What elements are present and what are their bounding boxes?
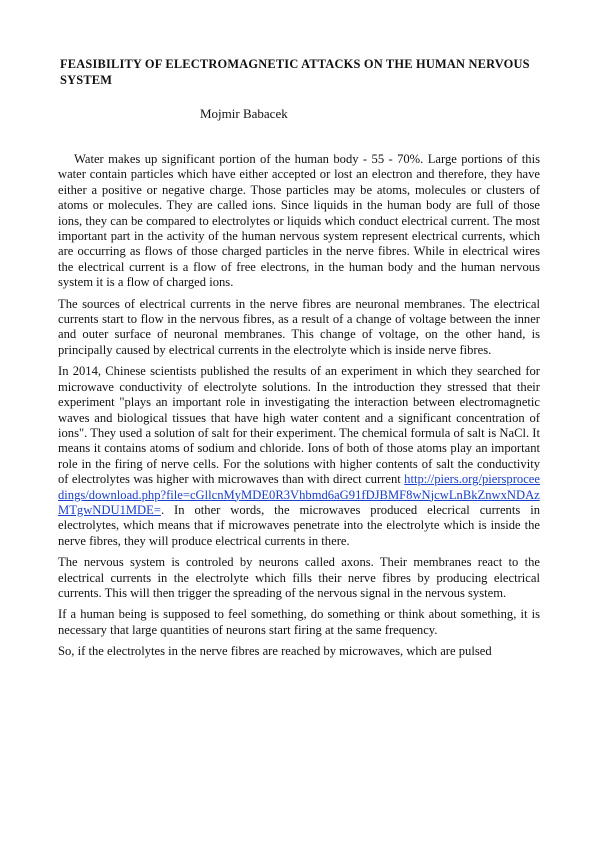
paragraph-6: So, if the electrolytes in the nerve fibres are reached by microwaves, which are pulsed	[58, 644, 492, 659]
paragraph-3	[58, 364, 540, 549]
paragraph-3-text-after: . In other words, the microwaves produced elecrical currents in electrolytes, which means that if microwaves penetrate into the electrolyte which is inside the nerve fibres, they will produce electrical currents in there.	[58, 502, 540, 548]
document-body	[58, 152, 540, 666]
paragraph-1: Water makes up significant portion of the human body - 55 - 70%. Large portions of this water contain particles which have either accepted or lost an electron and therefore, they have either a positive or negative charge. Those particles may be atoms, molecules or clusters of atoms or molecules. They are called ions. Since liquids in the human body are full of those ions, they can be compared to electrolytes or liquids which conduct electrical current. The most important part in the activity of the human nervous system represent electrical currents, which are occurring as flows of those charged particles in the nerve fibres. While in electrical wires the electrical current is a flow of free electrons, in the human body and the human nervous system it is a flow of charged ions.	[58, 152, 540, 290]
reference-link[interactable]: http://piers.org/piersproceedings/download.php?file=cGllcnMyMDE0R3Vhbmd6aG91fDJBMF8wNjcwLnBkZnwxNDAzMTgwNDU1MDE=	[58, 472, 540, 517]
paragraph-4: The nervous system is controled by neurons called axons. Their membranes react to the electrical currents in the electrolyte which fills their nerve fibres by producing electrical currents. This will then trigger the spreading of the nervous signal in the nervous system.	[58, 555, 540, 600]
paragraph-3-text-before: In 2014, Chinese scientists published the results of an experiment in which they searched for microwave conductivity of electrolyte solutions. In the introduction they stressed that their experiment "plays an important role in investigating the interaction between electromagnetic waves and biological tissues that have high water content and a significant concentration of ions". They used a solution of salt for their experiment. The chemical formula of salt is NaCl. It means it contains atoms of sodium and chloride. Ions of both of those atoms play an important role in the firing of nerve cells. For the solutions with higher contents of salt the conductivity of electrolytes was higher with microwaves than with direct current	[58, 364, 540, 487]
document-title: FEASIBILITY OF ELECTROMAGNETIC ATTACKS ON THE HUMAN NERVOUS SYSTEM	[60, 57, 530, 87]
paragraph-5: If a human being is supposed to feel something, do something or think about something, it is necessary that large quantities of neurons start firing at the same frequency.	[58, 607, 540, 637]
author-name: Mojmir Babacek	[200, 106, 288, 121]
paragraph-2: The sources of electrical currents in the nerve fibres are neuronal membranes. The electrical currents start to flow in the nervous fibres, as a result of a change of voltage between the inner and outer surface of neuronal membranes. This change of voltage, on the other hand, is principally caused by electrical currents in the electrolyte which is inside nerve fibres.	[58, 296, 540, 357]
